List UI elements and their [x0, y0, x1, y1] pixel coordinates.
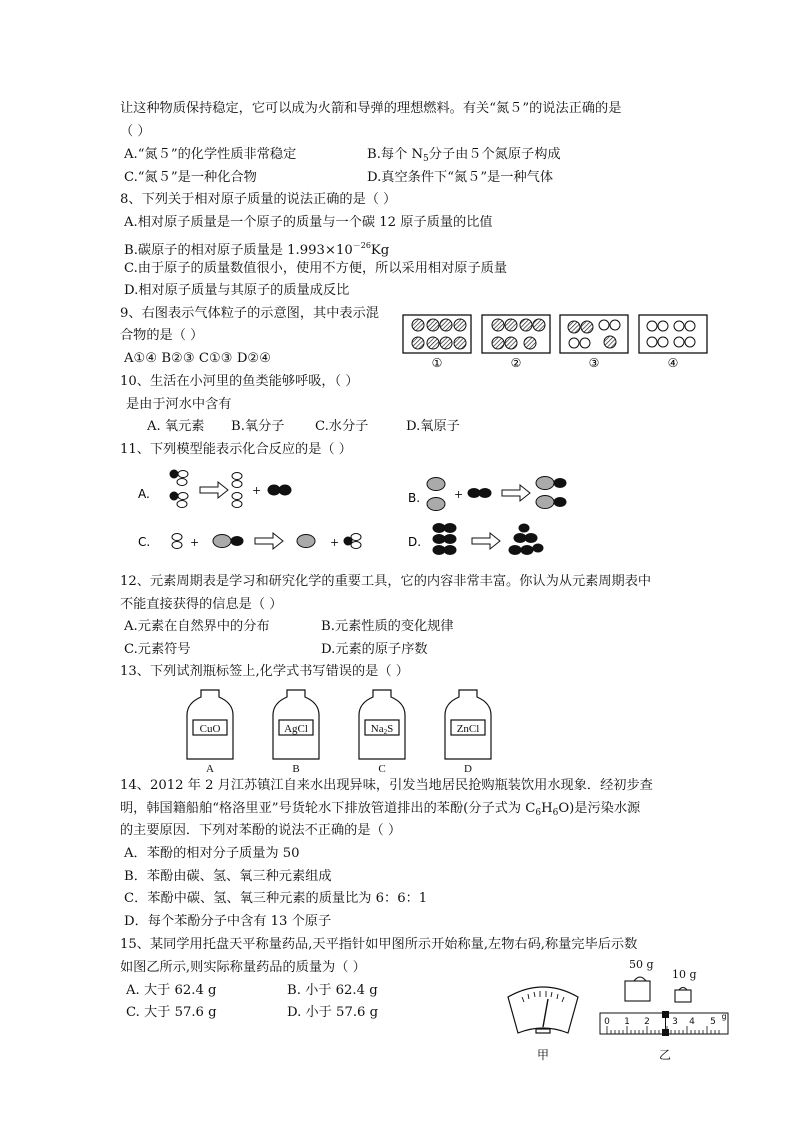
bottle-d-letter: D [464, 763, 472, 775]
tick-5: 5 [710, 1017, 716, 1027]
fig-yi-label: 乙 [659, 1048, 672, 1062]
bottle-b-letter: B [292, 763, 300, 775]
q10-stem-line2: 是由于河水中含有 [126, 397, 232, 412]
q10-stem-line1: 10、生活在小河里的鱼类能够呼吸，（ ） [120, 374, 359, 389]
q11-reaction-models [130, 466, 590, 566]
ruler-unit: g [721, 1012, 727, 1021]
tick-2: 2 [644, 1017, 650, 1027]
q7-stem: 让这种物质保持稳定，它可以成为火箭和导弹的理想燃料。有关“氮５”的说法正确的是 [120, 101, 622, 116]
q7-option-c: C.“氮５”是一种化合物 [124, 170, 257, 185]
q13-stem: 13、下列试剂瓶标签上,化学式书写错误的是（ ） [120, 664, 409, 679]
q11-label-d: D. [408, 535, 422, 549]
tick-0: 0 [604, 1017, 610, 1027]
q12-option-b: B.元素性质的变化规律 [321, 619, 454, 634]
q7-option-b: B.每个 $N_5$分子由５个氮原子构成 [367, 147, 561, 164]
q9-label-3: ③ [588, 356, 600, 370]
q9-box-2 [482, 315, 550, 353]
fig-jia-label: 甲 [537, 1048, 550, 1062]
q15-option-d: D. 小于 57.6 g [287, 1005, 379, 1020]
q8-option-b: B.碳原子的相对原子质量是 $1.993\times 10^{-26}Kg$ [124, 241, 390, 258]
q14-option-a: A．苯酚的相对分子质量为 50 [124, 846, 300, 861]
q9-label-2: ② [510, 356, 522, 370]
bottle-a-letter: A [206, 763, 214, 775]
q9-box-1 [403, 315, 471, 353]
q14-option-c: C．苯酚中碳、氢、氧三种元素的质量比为 6：6：1 [124, 891, 428, 906]
q11-stem: 11、下列模型能表示化合反应的是（ ） [120, 442, 352, 457]
q9-options: A①④ B②③ C①③ D②④ [124, 351, 272, 366]
q15-balance-figure [500, 955, 740, 1067]
bottle-a-label: CuO [199, 723, 221, 735]
svg-text:+: + [252, 484, 262, 497]
q15-stem-line1: 15、某同学用托盘天平称量药品,天平指针如甲图所示开始称量,左物右码,称量完毕后示数 [120, 937, 638, 952]
q14-stem-line3: 的主要原因．下列对苯酚的说法不正确的是（ ） [120, 823, 402, 838]
bottle-d-label: ZnCl [456, 723, 480, 735]
q12-stem-line1: 12、元素周期表是学习和研究化学的重要工具，它的内容非常丰富。你认为从元素周期表中 [120, 574, 652, 589]
q11-model-b [427, 477, 566, 511]
q11-model-d [433, 524, 543, 555]
q11-label-a: A. [138, 487, 150, 501]
q8-option-d: D.相对原子质量与其原子的质量成反比 [124, 283, 350, 298]
q7-option-a: A.“氮５”的化学性质非常稳定 [124, 147, 297, 162]
q11-label-b: B. [408, 491, 421, 505]
q14-stem-line1: 14、2012 年 2 月江苏镇江自来水出现异味，引发当地居民抢购瓶装饮用水现象．经初步查 [120, 778, 653, 793]
q9-stem-line2: 合物的是（ ） [120, 328, 204, 343]
balance-dial [508, 987, 578, 1033]
q11-model-a [170, 470, 291, 508]
q15-stem-line2: 如图乙所示,则实际称量药品的质量为（ ） [120, 960, 366, 975]
svg-text:+: + [190, 536, 200, 549]
q9-label-4: ④ [667, 356, 679, 370]
tick-1: 1 [624, 1017, 630, 1027]
q8-option-c: C.由于原子的质量数值很小，使用不方便，所以采用相对原子质量 [124, 261, 508, 276]
bottle-b-label: AgCl [284, 723, 308, 735]
bottle-c-label: Na2S [370, 723, 394, 736]
q14-stem-line2: 明，韩国籍船舶“格洛里亚”号货轮水下排放管道排出的苯酚(分子式为 $C_6H_6O$)是污染水源 [120, 801, 641, 818]
q15-option-c: C. 大于 57.6 g [126, 1005, 217, 1020]
q7-option-d: D.真空条件下“氮５”是一种气体 [367, 170, 554, 185]
q8-stem: 8、下列关于相对原子质量的说法正确的是（ ） [120, 192, 397, 207]
tick-4: 4 [689, 1017, 695, 1027]
q15-option-a: A. 大于 62.4 g [126, 983, 217, 998]
q15-option-b: B. 小于 62.4 g [287, 983, 378, 998]
weight-10-label: 10 g [672, 968, 697, 981]
q9-label-1: ① [431, 356, 443, 370]
q10-option-b: B.氧分子 [231, 419, 285, 434]
q12-stem-line2: 不能直接获得的信息是（ ） [120, 597, 283, 612]
q14-option-b: B．苯酚由碳、氢、氧三种元素组成 [124, 869, 332, 884]
q9-stem-line1: 9、右图表示气体粒子的示意图，其中表示混 [120, 306, 379, 321]
svg-text:+: + [454, 488, 464, 501]
q9-box-3 [560, 315, 628, 353]
q10-option-c: C.水分子 [315, 419, 369, 434]
q12-option-a: A.元素在自然界中的分布 [124, 619, 270, 634]
weight-50-label: 50 g [629, 958, 654, 971]
q12-option-d: D.元素的原子序数 [321, 642, 428, 657]
svg-text:+: + [330, 536, 340, 549]
bottle-c-letter: C [378, 763, 386, 775]
q13-bottles-figure [186, 687, 516, 775]
q10-option-a: A. 氧元素 [147, 419, 205, 434]
q10-option-d: D.氧原子 [406, 419, 460, 434]
q9-particle-figure [400, 312, 712, 374]
q11-label-c: C. [138, 535, 151, 549]
q12-option-c: C.元素符号 [124, 642, 191, 657]
q14-option-d: D．每个苯酚分子中含有 13 个原子 [124, 914, 332, 929]
tick-3: 3 [672, 1017, 678, 1027]
q11-model-c [172, 533, 361, 549]
q9-box-4 [639, 315, 707, 353]
q8-option-a: A.相对原子质量是一个原子的质量与一个碳 12 原子质量的比值 [124, 215, 493, 230]
q7-paren: （ ） [120, 124, 151, 139]
